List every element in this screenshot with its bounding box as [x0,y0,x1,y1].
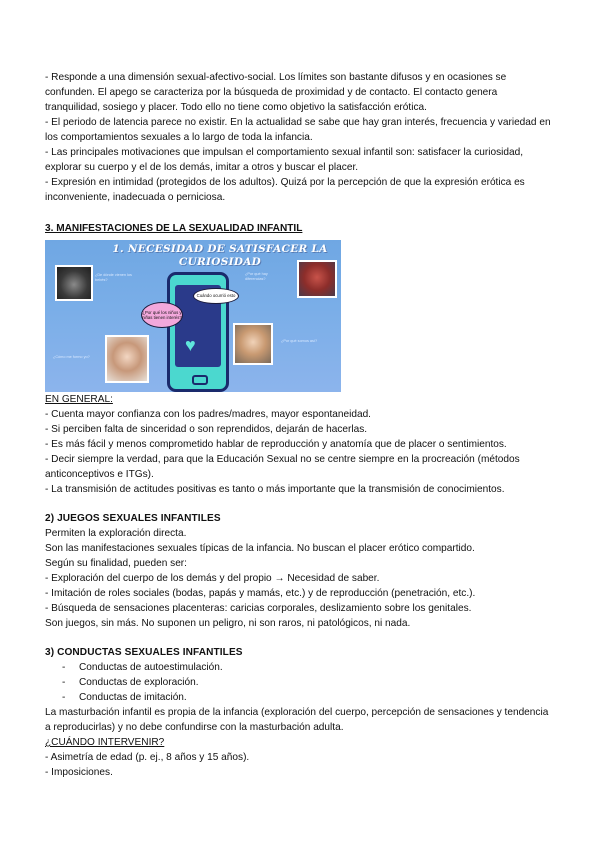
intro-paragraph: - Responde a una dimensión sexual-afectivo-social. Los límites son bastante difusos y en ocasiones se confunden. El apego se caracteriza por la búsqueda de proximidad y de contacto. El contacto genera tranquilidad, sosiego y placer. Todo ello no tiene como objetivo la satisfacción erótica. [45,72,507,113]
intervene-item: - Imposiciones. [45,767,113,778]
document-page [45,70,555,780]
infographic-label: ¿Por qué somos así? [281,339,318,343]
speech-bubble: ¿Por qué los niños y niñas tienen interés? [141,302,183,328]
juegos-line: - Imitación de roles sociales (bodas, papás y mamás, etc.) y de reproducción (penetración, etc.). [45,588,476,599]
intro-paragraph: - El periodo de latencia parece no existir. En la actualidad se sabe que hay gran interés, frecuencia y variedad en los comportamientos sexuales a lo largo de toda la infancia. [45,117,551,143]
section-heading-manifestaciones: 3. MANIFESTACIONES DE LA SEXUALIDAD INFANTIL [45,223,303,234]
masturbacion-paragraph: La masturbación infantil es propia de la infancia (exploración del cuerpo, percepción de sensaciones y tendencia a reproducirlas) y no debe confundirse con la masturbación adulta. [45,707,549,733]
list-item: - Conductas de imitación. [62,690,555,705]
heart-icon: ♥ [185,335,196,355]
infographic-label: ¿De dónde vienen los bebés? [95,273,132,282]
child-photo [105,335,149,383]
child-photo [297,260,337,298]
child-photo [55,265,93,301]
infographic-label: ¿Cómo me formo yo? [53,355,90,359]
section-heading-conductas: 3) CONDUCTAS SEXUALES INFANTILES [45,647,243,658]
general-item: - Si perciben falta de sinceridad o son reprendidos, dejarán de hacerlas. [45,424,368,435]
speech-bubble: Cuándo ocurrió esto [193,288,239,304]
infographic-label: ¿Por qué hay diferencias? [245,272,268,281]
section-heading-juegos: 2) JUEGOS SEXUALES INFANTILES [45,513,221,524]
general-item: - Decir siempre la verdad, para que la Educación Sexual no se centre siempre en la procreación (métodos anticonceptivos e ITGs). [45,454,520,480]
juegos-line: - Búsqueda de sensaciones placenteras: caricias corporales, deslizamiento sobre los genitales. [45,603,472,614]
conductas-list [45,660,555,705]
juegos-line: Según su finalidad, pueden ser: [45,558,187,569]
general-heading: EN GENERAL: [45,394,113,405]
general-item: - La transmisión de actitudes positivas es tanto o más importante que la transmisión de conocimientos. [45,484,505,495]
juegos-line: - Exploración del cuerpo de los demás y del propio → Necesidad de saber. [45,573,380,584]
infographic-title: 1. NECESIDAD DE SATISFACER LA CURIOSIDAD [112,243,328,268]
intro-paragraph: - Las principales motivaciones que impulsan el comportamiento sexual infantil son: satisfacer la curiosidad, explorar su cuerpo y el de los demás, imitar a otros y buscar el placer. [45,147,524,173]
juegos-line: Son las manifestaciones sexuales típicas de la infancia. No buscan el placer erótico compartido. [45,543,475,554]
intro-paragraph: - Expresión en intimidad (protegidos de los adultos). Quizá por la percepción de que la expresión erótica es inconveniente, inadecuada o perniciosa. [45,177,525,203]
intervene-heading: ¿CUÁNDO INTERVENIR? [45,737,165,748]
list-item: - Conductas de exploración. [62,675,555,690]
list-item: - Conductas de autoestimulación. [62,660,555,675]
intervene-item: - Asimetría de edad (p. ej., 8 años y 15 años). [45,752,250,763]
general-item: - Cuenta mayor confianza con los padres/madres, mayor espontaneidad. [45,409,371,420]
juegos-line: Permiten la exploración directa. [45,528,187,539]
general-item: - Es más fácil y menos comprometido hablar de reproducción y anatomía que de placer o sentimientos. [45,439,507,450]
curiosity-infographic [45,240,341,392]
juegos-line: Son juegos, sin más. No suponen un peligro, ni son raros, ni patológicos, ni nada. [45,618,411,629]
child-photo [233,323,273,365]
